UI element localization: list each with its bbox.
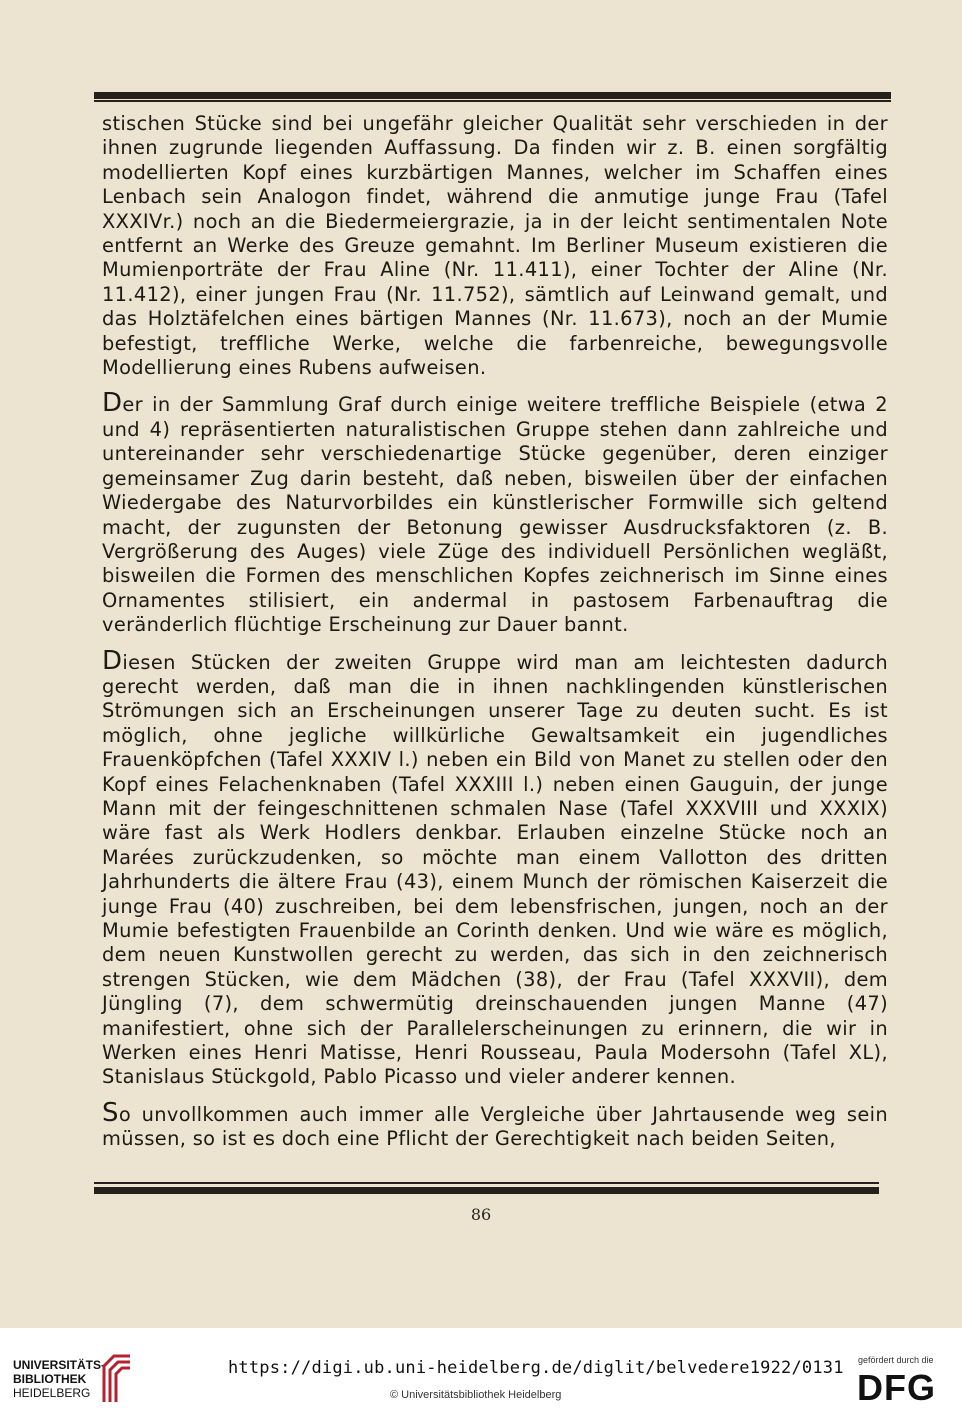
bottom-rule-thin: [94, 1182, 879, 1184]
page-number: 86: [470, 1205, 492, 1224]
funded-by-label: gefördert durch die: [858, 1355, 934, 1365]
bottom-rule-thick: [94, 1187, 879, 1194]
body-text: [102, 112, 888, 1163]
paragraph-4: [102, 1097, 888, 1152]
copyright-notice: © Universitätsbibliothek Heidelberg: [390, 1389, 562, 1401]
dfg-logo[interactable]: DFG: [857, 1367, 936, 1408]
library-logo-icon: [100, 1352, 134, 1404]
library-name[interactable]: [13, 1358, 105, 1400]
library-line-2: BIBLIOTHEK: [13, 1372, 87, 1386]
paragraph-1: [102, 112, 888, 380]
top-rule-thick: [94, 92, 891, 99]
paragraph-4-initial: S: [102, 1097, 119, 1128]
paragraph-1-text: stischen Stücke sind bei ungefähr gleicher Qualität sehr verschieden in der ihnen zugrunde liegenden Auffassung. Da finden wir z. B. einen sorgfältig modellierten Kopf eines kurzbärtigen Mannes, welcher im Schaffen eines Lenbach sein Analogon findet, während die anmutige junge Frau (Tafel XXXIVr.) noch an die Biedermeiergrazie, ja in der leicht sentimentalen Note entfernt an Werke des Greuze gemahnt. Im Berliner Museum existieren die Mumienporträte der Frau Aline (Nr. 11.411), einer Tochter der Aline (Nr. 11.412), einer jungen Frau (Nr. 11.752), sämtlich auf Leinwand gemalt, und das Holztäfelchen eines bärtigen Mannes (Nr. 11.673), noch an der Mumie befestigt, treffliche Werke, welche die farbenreiche, bewegungsvolle Modellierung eines Rubens aufweisen.: [102, 112, 888, 380]
paragraph-3-text: iesen Stücken der zweiten Gruppe wird man am leichtesten dadurch gerecht werden, daß man die in ihnen nachklingenden künstlerischen Strömungen sich an Erscheinungen unserer Tage zu deuten sucht. Es ist möglich, ohne jegliche willkürliche Gewaltsamkeit ein jugendliches Frauenköpfchen (Tafel XXXIV l.) neben ein Bild von Manet zu stellen oder den Kopf eines Felachenknaben (Tafel XXXIII l.) neben einen Gauguin, der junge Mann mit der feingeschnittenen schmalen Nase (Tafel XXXVIII und XXXIX) wäre fast als Werk Hodlers denkbar. Erlauben einzelne Stücke noch an Marées zurückzudenken, so möchte man einem Vallotton des dritten Jahrhunderts die ältere Frau (43), einem Munch der römischen Kaiserzeit die junge Frau (40) zuschreiben, bei dem lebensfrischen, jungen, noch an der Mumie befestigten Frauenbilde an Corinth denken. Und wie wäre es möglich, dem neuen Kunstwollen gerecht zu werden, das sich in den zeichnerisch strengen Stücken, wie dem Mädchen (38), der Frau (Tafel XXXVII), dem Jüngling (7), dem schwermütig dreinschauenden jungen Manne (47) manifestiert, ohne sich der Parallelerscheinungen zu erinnern, die wir in Werken eines Henri Matisse, Henri Rousseau, Paula Modersohn (Tafel XL), Stanislaus Stückgold, Pablo Picasso und vieler anderer kennen.: [102, 650, 888, 1089]
paragraph-2-text: er in der Sammlung Graf durch einige weitere treffliche Beispiele (etwa 2 und 4) repräsentierten naturalistischen Gruppe stehen dann zahlreiche und untereinander sehr verschiedenartige Stücke gegenüber, deren einziger gemeinsamer Zug darin besteht, daß neben, bisweilen über der einfachen Wiedergabe des Naturvorbildes ein künstlerischer Formwille sich geltend macht, der zugunsten der Betonung gewisser Ausdrucksfaktoren (z. B. Vergrößerung des Auges) viele Züge des individuell Persönlichen wegläßt, bisweilen die Formen des menschlichen Kopfes zeichnerisch im Sinne eines Ornamentes stilisiert, ein andermal in pastosem Farbenauftrag die veränderlich flüchtige Erscheinung zur Dauer bannt.: [102, 393, 888, 637]
permalink-url[interactable]: https://digi.ub.uni-heidelberg.de/diglit/belvedere1922/0131: [228, 1358, 844, 1378]
top-rule-thin: [94, 100, 891, 102]
library-line-1: UNIVERSITÄTS-: [13, 1358, 106, 1372]
paragraph-4-text: o unvollkommen auch immer alle Vergleiche über Jahrtausende weg sein müssen, so ist es doch eine Pflicht der Gerechtigkeit nach beiden Seiten,: [102, 1102, 888, 1151]
paragraph-3-initial: D: [102, 645, 123, 676]
paragraph-2: [102, 388, 888, 637]
paragraph-3: [102, 645, 888, 1090]
paragraph-2-initial: D: [102, 388, 123, 419]
library-line-3: HEIDELBERG: [13, 1386, 91, 1400]
